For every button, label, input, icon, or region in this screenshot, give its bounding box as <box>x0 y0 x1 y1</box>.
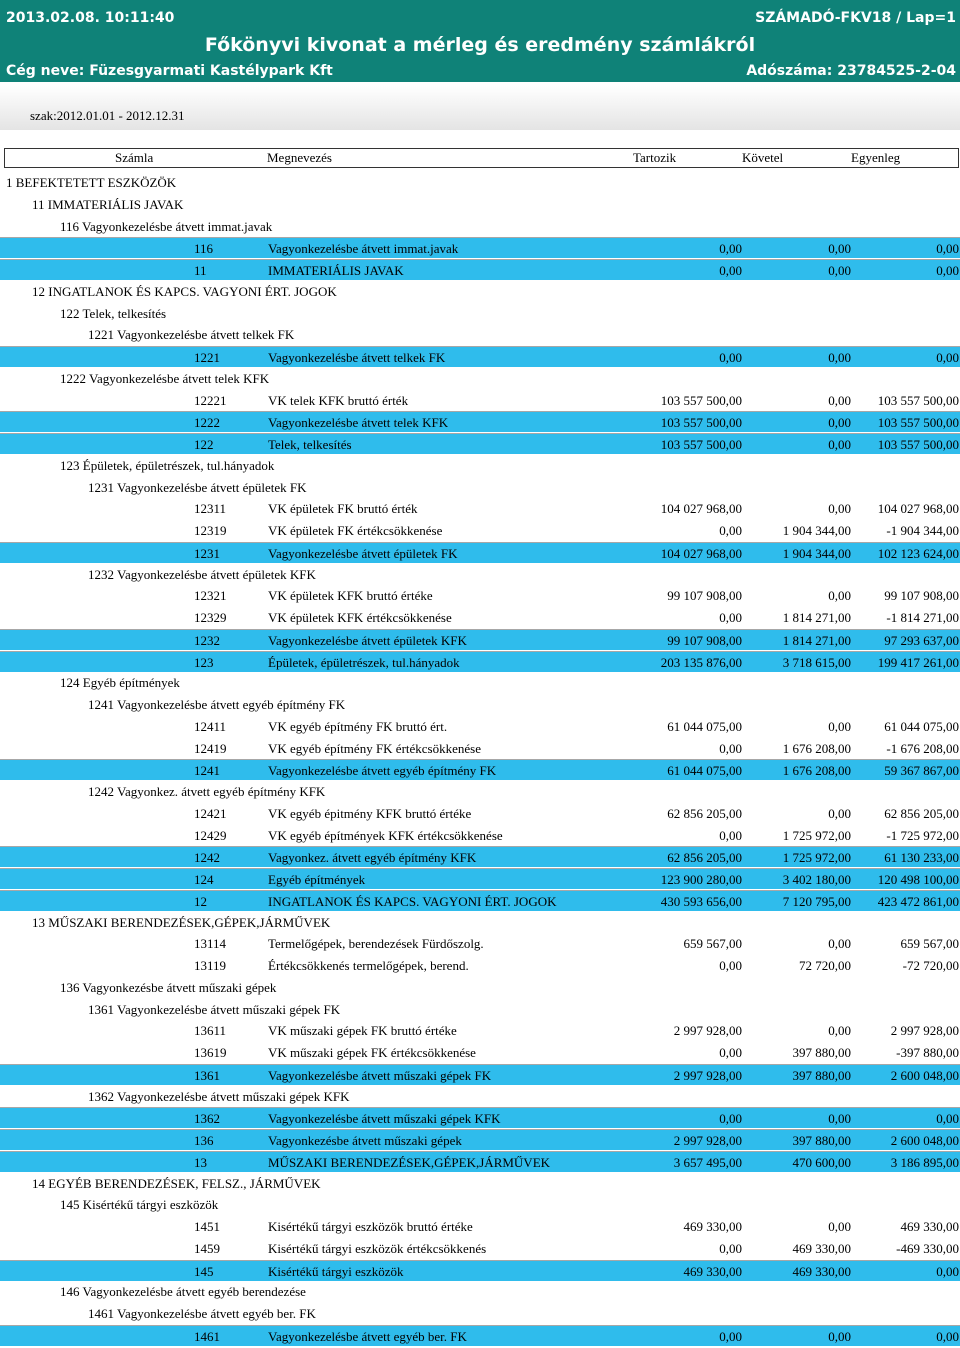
group-heading: 116 Vagyonkezelésbe átvett immat.javak <box>60 218 273 234</box>
account-row <box>0 390 960 411</box>
account-code: 12311 <box>194 501 227 517</box>
group-heading-row <box>0 281 960 302</box>
debit-value: 2 997 928,00 <box>673 1067 742 1083</box>
balance-value: 61 130 233,00 <box>884 850 959 866</box>
credit-value: 397 880,00 <box>792 1045 851 1060</box>
account-code: 12319 <box>194 523 227 538</box>
account-code: 1231 <box>194 545 220 561</box>
balance-value: 3 186 895,00 <box>890 1154 959 1170</box>
account-name: VK egyéb épitmény KFK bruttó értéke <box>268 805 472 821</box>
balance-value: -397 880,00 <box>896 1045 959 1060</box>
debit-value: 62 856 205,00 <box>667 850 742 866</box>
group-heading-row <box>0 1173 960 1194</box>
credit-value: 469 330,00 <box>792 1263 851 1279</box>
balance-value: -72 720,00 <box>902 958 959 973</box>
balance-value: 469 330,00 <box>900 1219 959 1234</box>
account-code: 12421 <box>194 805 227 821</box>
period-bar <box>0 86 960 130</box>
group-heading-row <box>0 1303 960 1324</box>
debit-value: 103 557 500,00 <box>660 392 742 408</box>
credit-value: 0,00 <box>828 1111 851 1127</box>
account-code: 12419 <box>194 740 227 756</box>
subtotal-row <box>0 1064 960 1085</box>
group-heading-row <box>0 194 960 215</box>
debit-value: 0,00 <box>719 610 742 625</box>
debit-value: 2 997 928,00 <box>673 1023 742 1039</box>
debit-value: 99 107 908,00 <box>667 632 742 648</box>
balance-value: 0,00 <box>936 263 959 278</box>
account-name: Kisértékű tárgyi eszközök bruttó értéke <box>268 1219 473 1234</box>
debit-value: 0,00 <box>719 1240 742 1256</box>
debit-value: 104 027 968,00 <box>660 501 742 517</box>
account-code: 122 <box>194 437 214 452</box>
account-code: 1361 <box>194 1067 220 1083</box>
credit-value: 3 402 180,00 <box>782 872 851 887</box>
credit-value: 3 718 615,00 <box>782 654 851 670</box>
credit-value: 0,00 <box>828 936 851 952</box>
debit-value: 469 330,00 <box>683 1219 742 1234</box>
account-code: 13619 <box>194 1045 227 1060</box>
group-heading-row <box>0 977 960 998</box>
account-name: Kisértékű tárgyi eszközök értékcsökkenés <box>268 1240 487 1256</box>
account-name: Vagyonkezelésbe átvett immat.javak <box>268 241 459 257</box>
account-name: Vagyonkezelésbe átvett műszaki gépek FK <box>268 1067 492 1083</box>
debit-value: 659 567,00 <box>683 936 742 952</box>
account-row <box>0 825 960 846</box>
group-heading-row <box>0 216 960 237</box>
credit-value: 397 880,00 <box>792 1133 851 1148</box>
timestamp: 2013.02.08. 10:11:40 <box>6 10 175 26</box>
group-heading-row <box>0 1194 960 1215</box>
tax-number: Adószáma: 23784525-2-04 <box>746 63 956 79</box>
col-account: Számla <box>115 150 154 165</box>
col-debit: Tartozik <box>633 150 677 165</box>
group-heading: 1361 Vagyonkezelésbe átvett műszaki gépek FK <box>88 1001 341 1017</box>
credit-value: 1 676 208,00 <box>782 740 851 756</box>
group-heading-row <box>0 477 960 498</box>
subtotal-row <box>0 411 960 432</box>
account-name: VK épületek KFK értékcsökkenése <box>268 610 452 625</box>
balance-value: 2 600 048,00 <box>890 1067 959 1083</box>
group-heading: 1242 Vagyonkez. átvett egyéb építmény KFK <box>88 784 326 799</box>
account-row <box>0 803 960 824</box>
account-code: 1451 <box>194 1219 220 1234</box>
company-name: Cég neve: Füzesgyarmati Kastélypark Kft <box>6 63 333 79</box>
account-code: 12221 <box>194 392 227 408</box>
account-name: Épületek, épületrészek, tul.hányadok <box>268 654 460 670</box>
account-code: 1221 <box>194 350 220 365</box>
balance-value: 2 600 048,00 <box>890 1133 959 1148</box>
account-name: VK egyéb építmény FK értékcsökkenése <box>268 740 481 756</box>
balance-value: -1 676 208,00 <box>886 740 959 756</box>
debit-value: 0,00 <box>719 827 742 843</box>
account-name: VK épületek FK értékcsökkenése <box>268 523 443 538</box>
account-name: Vagyonkezelésbe átvett telek KFK <box>268 415 449 431</box>
credit-value: 1 814 271,00 <box>782 632 851 648</box>
debit-value: 430 593 656,00 <box>660 893 742 909</box>
credit-value: 0,00 <box>828 501 851 517</box>
account-row <box>0 1216 960 1237</box>
subtotal-row <box>0 629 960 650</box>
account-row <box>0 1020 960 1041</box>
debit-value: 0,00 <box>719 1045 742 1060</box>
debit-value: 0,00 <box>719 241 742 257</box>
account-row <box>0 1042 960 1063</box>
account-name: INGATLANOK ÉS KAPCS. VAGYONI ÉRT. JOGOK <box>268 893 557 909</box>
account-name: Vagyonkezelésbe átvett egyéb építmény FK <box>268 763 497 779</box>
debit-value: 103 557 500,00 <box>660 437 742 452</box>
group-heading-row <box>0 324 960 345</box>
column-header <box>4 148 959 168</box>
credit-value: 1 904 344,00 <box>782 545 851 561</box>
debit-value: 61 044 075,00 <box>667 763 742 779</box>
account-row <box>0 955 960 976</box>
credit-value: 0,00 <box>828 718 851 734</box>
report-header <box>0 0 960 82</box>
credit-value: 0,00 <box>828 1219 851 1234</box>
account-row <box>0 1238 960 1259</box>
subtotal-row <box>0 433 960 454</box>
balance-value: 0,00 <box>936 1263 959 1279</box>
subtotal-row <box>0 1129 960 1150</box>
account-code: 13 <box>194 1154 207 1170</box>
account-code: 1242 <box>194 850 220 866</box>
credit-value: 0,00 <box>828 415 851 431</box>
debit-value: 203 135 876,00 <box>660 654 742 670</box>
account-code: 124 <box>194 872 214 887</box>
group-heading: 1231 Vagyonkezelésbe átvett épületek FK <box>88 479 307 495</box>
col-balance: Egyenleg <box>851 150 901 165</box>
balance-value: -1 814 271,00 <box>886 610 959 625</box>
subtotal-row <box>0 1325 960 1346</box>
group-heading: 1221 Vagyonkezelésbe átvett telkek FK <box>88 327 295 343</box>
group-heading-row <box>0 1281 960 1302</box>
account-row <box>0 607 960 628</box>
balance-value: 659 567,00 <box>900 936 959 952</box>
balance-value: -1 725 972,00 <box>886 827 959 843</box>
account-name: Kisértékű tárgyi eszközök <box>268 1263 404 1279</box>
account-code: 145 <box>194 1263 214 1279</box>
balance-value: -1 904 344,00 <box>886 523 959 538</box>
subtotal-row <box>0 868 960 889</box>
account-name: Vagyonkez. átvett egyéb építmény KFK <box>268 850 477 866</box>
group-heading: 1222 Vagyonkezelésbe átvett telek KFK <box>60 370 270 386</box>
account-name: Telek, telkesítés <box>268 437 352 452</box>
credit-value: 1 904 344,00 <box>782 523 851 538</box>
group-heading: 123 Épületek, épületrészek, tul.hányadok <box>60 457 275 473</box>
balance-value: 120 498 100,00 <box>877 872 959 887</box>
group-heading: 1461 Vagyonkezelésbe átvett egyéb ber. FK <box>88 1306 316 1321</box>
account-name: VK épületek FK bruttó érték <box>268 501 418 517</box>
debit-value: 3 657 495,00 <box>673 1154 742 1170</box>
debit-value: 0,00 <box>719 1111 742 1127</box>
credit-value: 0,00 <box>828 588 851 604</box>
account-code: 12411 <box>194 718 227 734</box>
account-name: Vagyonkezelésbe átvett telkek FK <box>268 350 446 365</box>
credit-value: 1 676 208,00 <box>782 763 851 779</box>
account-code: 136 <box>194 1133 214 1148</box>
account-row <box>0 585 960 606</box>
subtotal-row <box>0 259 960 280</box>
credit-value: 1 814 271,00 <box>782 610 851 625</box>
balance-value: 2 997 928,00 <box>890 1023 959 1039</box>
group-heading: 122 Telek, telkesítés <box>60 305 167 321</box>
credit-value: 469 330,00 <box>792 1240 851 1256</box>
subtotal-row <box>0 237 960 258</box>
account-name: VK telek KFK bruttó érték <box>268 392 409 408</box>
subtotal-row <box>0 651 960 672</box>
debit-value: 0,00 <box>719 1328 742 1344</box>
account-name: VK egyéb építmény FK bruttó ért. <box>268 718 448 734</box>
credit-value: 0,00 <box>828 241 851 257</box>
group-heading: 146 Vagyonkezelésbe átvett egyéb berendezése <box>60 1284 306 1300</box>
group-heading-row <box>0 368 960 389</box>
account-name: VK műszaki gépek FK bruttó értéke <box>268 1023 457 1039</box>
balance-value: 99 107 908,00 <box>884 588 959 604</box>
credit-value: 0,00 <box>828 392 851 408</box>
credit-value: 0,00 <box>828 437 851 452</box>
group-heading: 1 BEFEKTETETT ESZKÖZÖK <box>6 175 177 190</box>
account-name: IMMATERIÁLIS JAVAK <box>268 263 404 278</box>
credit-value: 0,00 <box>828 805 851 821</box>
account-name: VK műszaki gépek FK értékcsökkenése <box>268 1045 476 1060</box>
balance-value: 0,00 <box>936 241 959 257</box>
balance-value: 103 557 500,00 <box>877 392 959 408</box>
debit-value: 62 856 205,00 <box>667 805 742 821</box>
group-heading: 145 Kisértékű tárgyi eszközök <box>60 1197 219 1213</box>
account-code: 13611 <box>194 1023 227 1039</box>
group-heading: 1232 Vagyonkezelésbe átvett épületek KFK <box>88 566 316 582</box>
account-code: 1362 <box>194 1111 220 1127</box>
account-code: 1461 <box>194 1328 220 1344</box>
account-name: VK egyéb építmények KFK értékcsökkenése <box>268 827 503 843</box>
debit-value: 0,00 <box>719 523 742 538</box>
group-heading: 136 Vagyonkezésbe átvett műszaki gépek <box>60 979 277 995</box>
account-row <box>0 520 960 541</box>
debit-value: 2 997 928,00 <box>673 1133 742 1148</box>
debit-value: 104 027 968,00 <box>660 545 742 561</box>
group-heading-row <box>0 564 960 585</box>
account-name: VK épületek KFK bruttó értéke <box>268 588 433 604</box>
account-name: Egyéb építmények <box>268 872 366 887</box>
account-code: 123 <box>194 654 214 670</box>
balance-value: 62 856 205,00 <box>884 805 959 821</box>
group-heading-row <box>0 303 960 324</box>
balance-value: 103 557 500,00 <box>877 415 959 431</box>
account-code: 12329 <box>194 610 227 625</box>
group-heading-row <box>0 781 960 802</box>
subtotal-row <box>0 1260 960 1281</box>
balance-value: 199 417 261,00 <box>877 654 959 670</box>
balance-value: 61 044 075,00 <box>884 718 959 734</box>
debit-value: 0,00 <box>719 350 742 365</box>
account-code: 12 <box>194 893 207 909</box>
balance-value: 97 293 637,00 <box>884 632 959 648</box>
account-code: 1222 <box>194 415 220 431</box>
subtotal-row <box>0 846 960 867</box>
subtotal-row <box>0 346 960 367</box>
group-heading-row <box>0 999 960 1020</box>
subtotal-row <box>0 1107 960 1128</box>
account-row <box>0 498 960 519</box>
account-code: 13114 <box>194 936 227 952</box>
report-title: Főkönyvi kivonat a mérleg és eredmény számlákról <box>204 34 756 56</box>
account-row <box>0 738 960 759</box>
credit-value: 1 725 972,00 <box>782 850 851 866</box>
account-code: 12429 <box>194 827 227 843</box>
balance-value: 0,00 <box>936 1111 959 1127</box>
balance-value: 104 027 968,00 <box>877 501 959 517</box>
account-code: 1241 <box>194 763 220 779</box>
debit-value: 123 900 280,00 <box>660 872 742 887</box>
account-name: Vagyonkezelésbe átvett épületek FK <box>268 545 458 561</box>
group-heading: 13 MŰSZAKI BERENDEZÉSEK,GÉPEK,JÁRMŰVEK <box>32 914 331 930</box>
account-row <box>0 716 960 737</box>
balance-value: 59 367 867,00 <box>884 763 959 779</box>
subtotal-row <box>0 1151 960 1172</box>
group-heading-row <box>0 172 960 193</box>
group-heading: 14 EGYÉB BERENDEZÉSEK, FELSZ., JÁRMŰVEK <box>32 1175 321 1191</box>
subtotal-row <box>0 890 960 911</box>
group-heading-row <box>0 672 960 693</box>
balance-value: 0,00 <box>936 350 959 365</box>
subtotal-row <box>0 759 960 780</box>
balance-value: 102 123 624,00 <box>877 545 959 561</box>
credit-value: 0,00 <box>828 1328 851 1344</box>
account-code: 1459 <box>194 1240 220 1256</box>
account-name: Termelőgépek, berendezések Fürdőszolg. <box>268 936 484 952</box>
credit-value: 0,00 <box>828 350 851 365</box>
col-name: Megnevezés <box>267 150 332 165</box>
group-heading-row <box>0 455 960 476</box>
group-heading: 1362 Vagyonkezelésbe átvett műszaki gépek KFK <box>88 1088 350 1104</box>
debit-value: 99 107 908,00 <box>667 588 742 604</box>
report-code: SZÁMADÓ-FKV18 / Lap=1 <box>755 10 956 26</box>
group-heading-row <box>0 1086 960 1107</box>
group-heading: 1241 Vagyonkezelésbe átvett egyéb építmény FK <box>88 697 346 712</box>
group-heading: 124 Egyéb építmények <box>60 675 180 691</box>
group-heading: 11 IMMATERIÁLIS JAVAK <box>32 196 184 212</box>
debit-value: 103 557 500,00 <box>660 415 742 431</box>
account-row <box>0 933 960 954</box>
balance-value: -469 330,00 <box>896 1240 959 1256</box>
account-name: MŰSZAKI BERENDEZÉSEK,GÉPEK,JÁRMŰVEK <box>268 1154 551 1170</box>
account-name: Értékcsökkenés termelőgépek, berend. <box>268 958 469 973</box>
account-name: Vagyonkezelésbe átvett egyéb ber. FK <box>268 1328 467 1344</box>
debit-value: 0,00 <box>719 740 742 756</box>
group-heading: 12 INGATLANOK ÉS KAPCS. VAGYONI ÉRT. JOGOK <box>32 283 337 299</box>
subtotal-row <box>0 542 960 563</box>
account-code: 11 <box>194 263 207 278</box>
account-code: 1232 <box>194 632 220 648</box>
group-heading-row <box>0 912 960 933</box>
credit-value: 0,00 <box>828 263 851 278</box>
account-name: Vagyonkezelésbe átvett épületek KFK <box>268 632 467 648</box>
account-code: 116 <box>194 241 214 257</box>
credit-value: 397 880,00 <box>792 1067 851 1083</box>
account-code: 12321 <box>194 588 227 604</box>
group-heading-row <box>0 694 960 715</box>
credit-value: 72 720,00 <box>799 958 851 973</box>
balance-value: 103 557 500,00 <box>877 437 959 452</box>
debit-value: 0,00 <box>719 263 742 278</box>
account-name: Vagyonkezésbe átvett műszaki gépek <box>268 1133 462 1148</box>
balance-value: 423 472 861,00 <box>877 893 959 909</box>
credit-value: 470 600,00 <box>792 1154 851 1170</box>
balance-value: 0,00 <box>936 1328 959 1344</box>
debit-value: 61 044 075,00 <box>667 718 742 734</box>
debit-value: 469 330,00 <box>683 1263 742 1279</box>
debit-value: 0,00 <box>719 958 742 973</box>
credit-value: 7 120 795,00 <box>782 893 851 909</box>
account-name: Vagyonkezelésbe átvett műszaki gépek KFK <box>268 1111 501 1127</box>
credit-value: 0,00 <box>828 1023 851 1039</box>
account-code: 13119 <box>194 958 227 973</box>
col-credit: Követel <box>742 150 784 165</box>
credit-value: 1 725 972,00 <box>782 827 851 843</box>
period-text: szak:2012.01.01 - 2012.12.31 <box>30 108 185 123</box>
